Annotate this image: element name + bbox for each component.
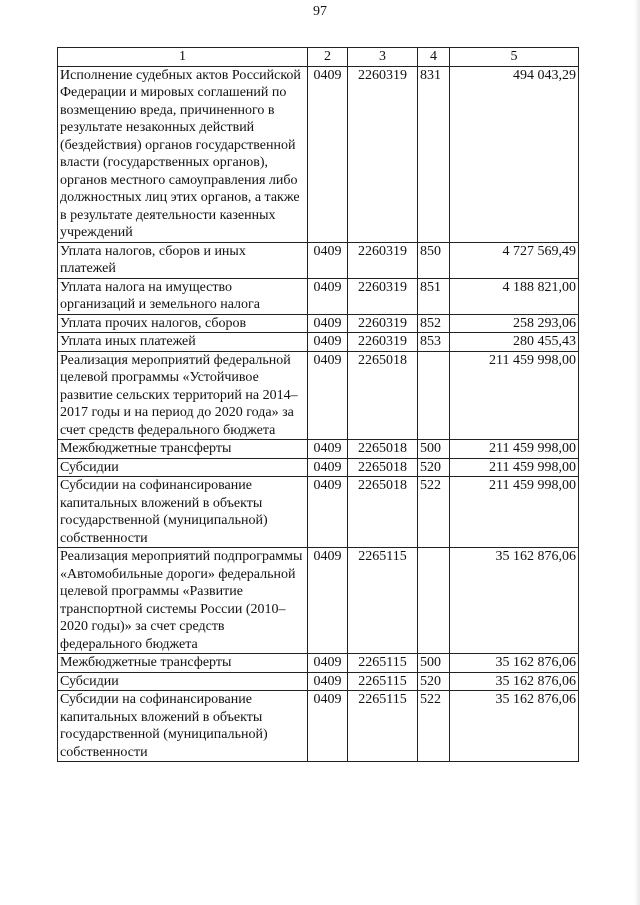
cell-article-code: 2265018 [348, 440, 418, 459]
cell-name: Субсидии [58, 672, 308, 691]
table-row [58, 242, 579, 278]
cell-article-code: 2265115 [348, 548, 418, 654]
cell-expense-type: 853 [418, 333, 450, 352]
table-row [58, 458, 579, 477]
budget-table [57, 47, 579, 762]
cell-expense-type: 500 [418, 654, 450, 673]
table-row [58, 672, 579, 691]
cell-amount: 211 459 998,00 [450, 477, 579, 548]
header-col-4: 4 [418, 48, 450, 67]
cell-article-code: 2265018 [348, 458, 418, 477]
cell-amount: 494 043,29 [450, 66, 579, 242]
header-col-1: 1 [58, 48, 308, 67]
cell-expense-type: 520 [418, 458, 450, 477]
cell-section-code: 0409 [308, 278, 348, 314]
cell-amount: 4 727 569,49 [450, 242, 579, 278]
cell-section-code: 0409 [308, 477, 348, 548]
table-body [58, 66, 579, 762]
cell-expense-type: 500 [418, 440, 450, 459]
cell-name: Субсидии на софинансирование капитальных вложений в объекты государственной (муниципальной) собственности [58, 691, 308, 762]
cell-expense-type [418, 548, 450, 654]
cell-amount: 211 459 998,00 [450, 440, 579, 459]
table-row [58, 66, 579, 242]
cell-section-code: 0409 [308, 333, 348, 352]
cell-expense-type: 851 [418, 278, 450, 314]
cell-article-code: 2265115 [348, 654, 418, 673]
cell-expense-type: 522 [418, 477, 450, 548]
cell-name: Уплата иных платежей [58, 333, 308, 352]
cell-name: Реализация мероприятий федеральной целевой программы «Устойчивое развитие сельских территорий на 2014–2017 годы и на период до 2020 года» за счет средств федерального бюджета [58, 351, 308, 440]
cell-amount: 35 162 876,06 [450, 691, 579, 762]
header-col-3: 3 [348, 48, 418, 67]
cell-name: Межбюджетные трансферты [58, 440, 308, 459]
scan-edge-shadow [634, 0, 640, 905]
cell-expense-type [418, 351, 450, 440]
cell-section-code: 0409 [308, 314, 348, 333]
cell-name: Субсидии [58, 458, 308, 477]
table-row [58, 548, 579, 654]
cell-section-code: 0409 [308, 672, 348, 691]
cell-article-code: 2260319 [348, 66, 418, 242]
cell-amount: 211 459 998,00 [450, 351, 579, 440]
cell-name: Уплата налогов, сборов и иных платежей [58, 242, 308, 278]
cell-name: Субсидии на софинансирование капитальных вложений в объекты государственной (муниципальной) собственности [58, 477, 308, 548]
table-row [58, 351, 579, 440]
header-col-5: 5 [450, 48, 579, 67]
header-row [58, 48, 579, 67]
table-row [58, 477, 579, 548]
cell-article-code: 2265115 [348, 672, 418, 691]
cell-section-code: 0409 [308, 66, 348, 242]
table-row [58, 278, 579, 314]
cell-expense-type: 850 [418, 242, 450, 278]
cell-name: Межбюджетные трансферты [58, 654, 308, 673]
page-number: 97 [313, 4, 327, 19]
cell-section-code: 0409 [308, 458, 348, 477]
table-row [58, 440, 579, 459]
cell-expense-type: 852 [418, 314, 450, 333]
header-col-2: 2 [308, 48, 348, 67]
cell-name: Уплата прочих налогов, сборов [58, 314, 308, 333]
cell-amount: 211 459 998,00 [450, 458, 579, 477]
cell-amount: 4 188 821,00 [450, 278, 579, 314]
cell-name: Исполнение судебных актов Российской Федерации и мировых соглашений по возмещению вреда, причиненного в результате незаконных действий (бездействия) органов государственной власти (государственных органов), органов местного самоуправления либо должностных лиц этих органов, а также в результате деятельности казенных учреждений [58, 66, 308, 242]
cell-article-code: 2260319 [348, 333, 418, 352]
cell-amount: 258 293,06 [450, 314, 579, 333]
table-row [58, 333, 579, 352]
cell-expense-type: 522 [418, 691, 450, 762]
cell-article-code: 2260319 [348, 314, 418, 333]
cell-article-code: 2260319 [348, 278, 418, 314]
cell-expense-type: 831 [418, 66, 450, 242]
cell-section-code: 0409 [308, 548, 348, 654]
cell-article-code: 2265115 [348, 691, 418, 762]
table-row [58, 691, 579, 762]
cell-expense-type: 520 [418, 672, 450, 691]
cell-section-code: 0409 [308, 242, 348, 278]
cell-amount: 35 162 876,06 [450, 654, 579, 673]
cell-amount: 35 162 876,06 [450, 672, 579, 691]
cell-section-code: 0409 [308, 351, 348, 440]
cell-section-code: 0409 [308, 654, 348, 673]
cell-name: Реализация мероприятий подпрограммы «Автомобильные дороги» федеральной целевой программы «Развитие транспортной системы России (2010–2020 годы)» за счет средств федерального бюджета [58, 548, 308, 654]
table-row [58, 314, 579, 333]
cell-amount: 35 162 876,06 [450, 548, 579, 654]
cell-section-code: 0409 [308, 691, 348, 762]
cell-article-code: 2265018 [348, 477, 418, 548]
cell-section-code: 0409 [308, 440, 348, 459]
cell-article-code: 2260319 [348, 242, 418, 278]
cell-name: Уплата налога на имущество организаций и земельного налога [58, 278, 308, 314]
cell-amount: 280 455,43 [450, 333, 579, 352]
cell-article-code: 2265018 [348, 351, 418, 440]
table-row [58, 654, 579, 673]
